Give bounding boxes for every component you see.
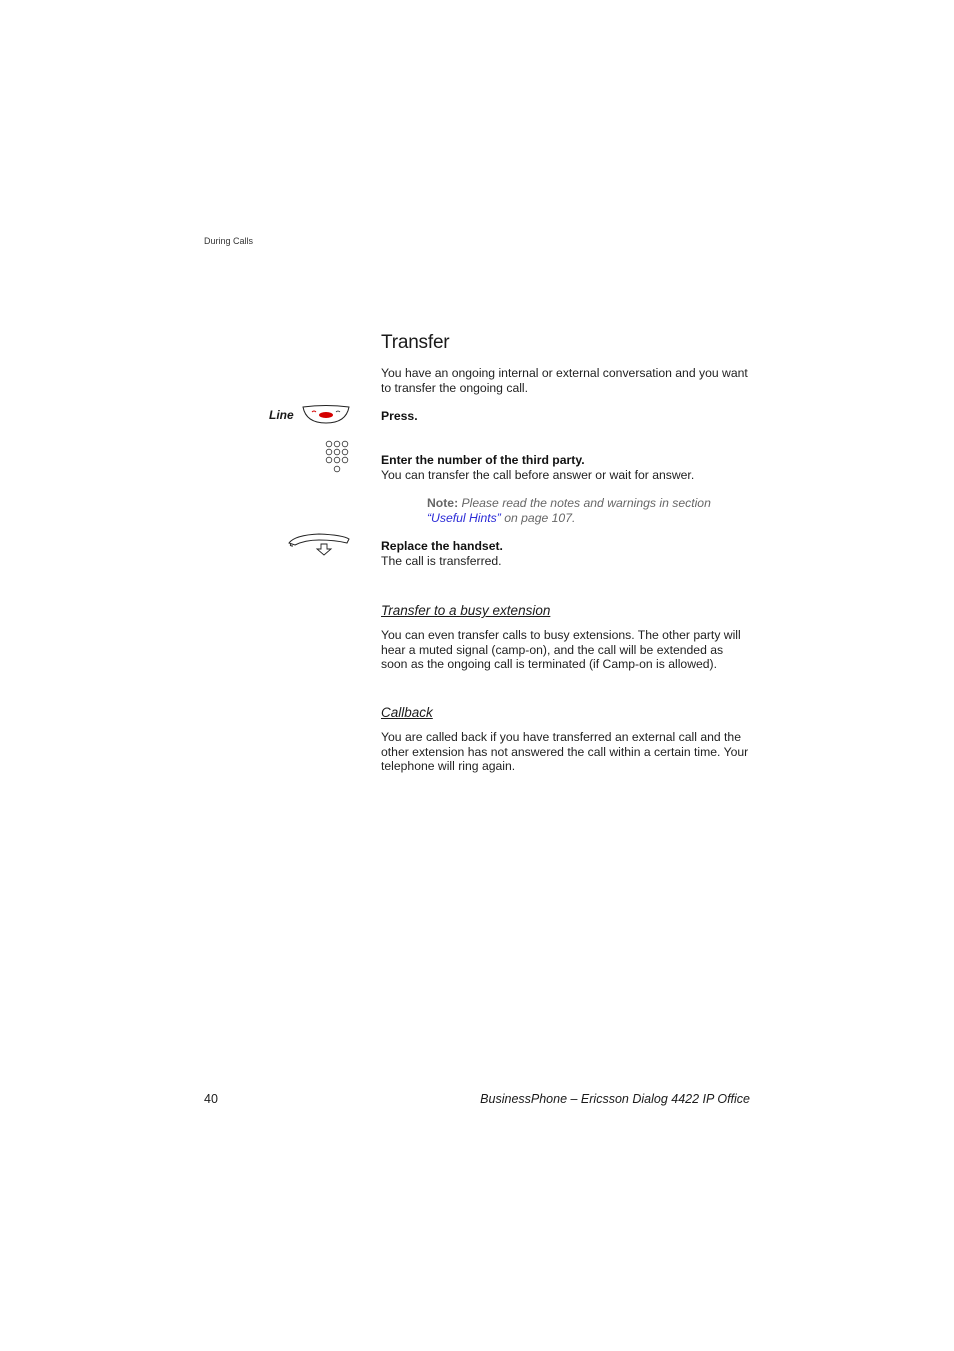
page-number: 40 — [204, 1092, 218, 1106]
page-title: Transfer — [381, 332, 450, 353]
press-instruction: Press. — [381, 409, 418, 423]
footer-product-title: BusinessPhone – Ericsson Dialog 4422 IP Office — [480, 1092, 750, 1106]
replace-handset-step — [381, 539, 751, 568]
replace-handset-instruction: Replace the handset. — [381, 539, 503, 553]
busy-extension-heading: Transfer to a busy extension — [381, 603, 551, 618]
handset-replace-icon — [287, 531, 351, 557]
useful-hints-link[interactable]: “Useful Hints” — [427, 510, 501, 525]
enter-number-step — [381, 453, 751, 482]
note-box — [427, 496, 747, 525]
busy-extension-paragraph: You can even transfer calls to busy extensions. The other party will hear a muted signal (camp-on), and the call will be extended as soon as the ongoing call is terminated (if Camp-on is allowed). — [381, 628, 741, 672]
running-header: During Calls — [204, 236, 254, 246]
line-key-icon — [302, 405, 350, 425]
enter-number-detail: You can transfer the call before answer or wait for answer. — [381, 467, 695, 482]
line-key-label: Line — [269, 408, 294, 422]
callback-heading: Callback — [381, 705, 433, 720]
intro-paragraph: You have an ongoing internal or external conversation and you want to transfer the ongoing call. — [381, 366, 748, 395]
enter-number-instruction: Enter the number of the third party. — [381, 453, 585, 467]
note-label: Note: — [427, 496, 459, 510]
keypad-icon — [325, 440, 351, 476]
note-text-after: on page 107. — [500, 510, 576, 525]
replace-handset-detail: The call is transferred. — [381, 553, 502, 568]
note-text-before: Please read the notes and warnings in section — [458, 496, 711, 510]
callback-paragraph: You are called back if you have transferred an external call and the other extension has not answered the call within a certain time. Your telephone will ring again. — [381, 730, 749, 774]
